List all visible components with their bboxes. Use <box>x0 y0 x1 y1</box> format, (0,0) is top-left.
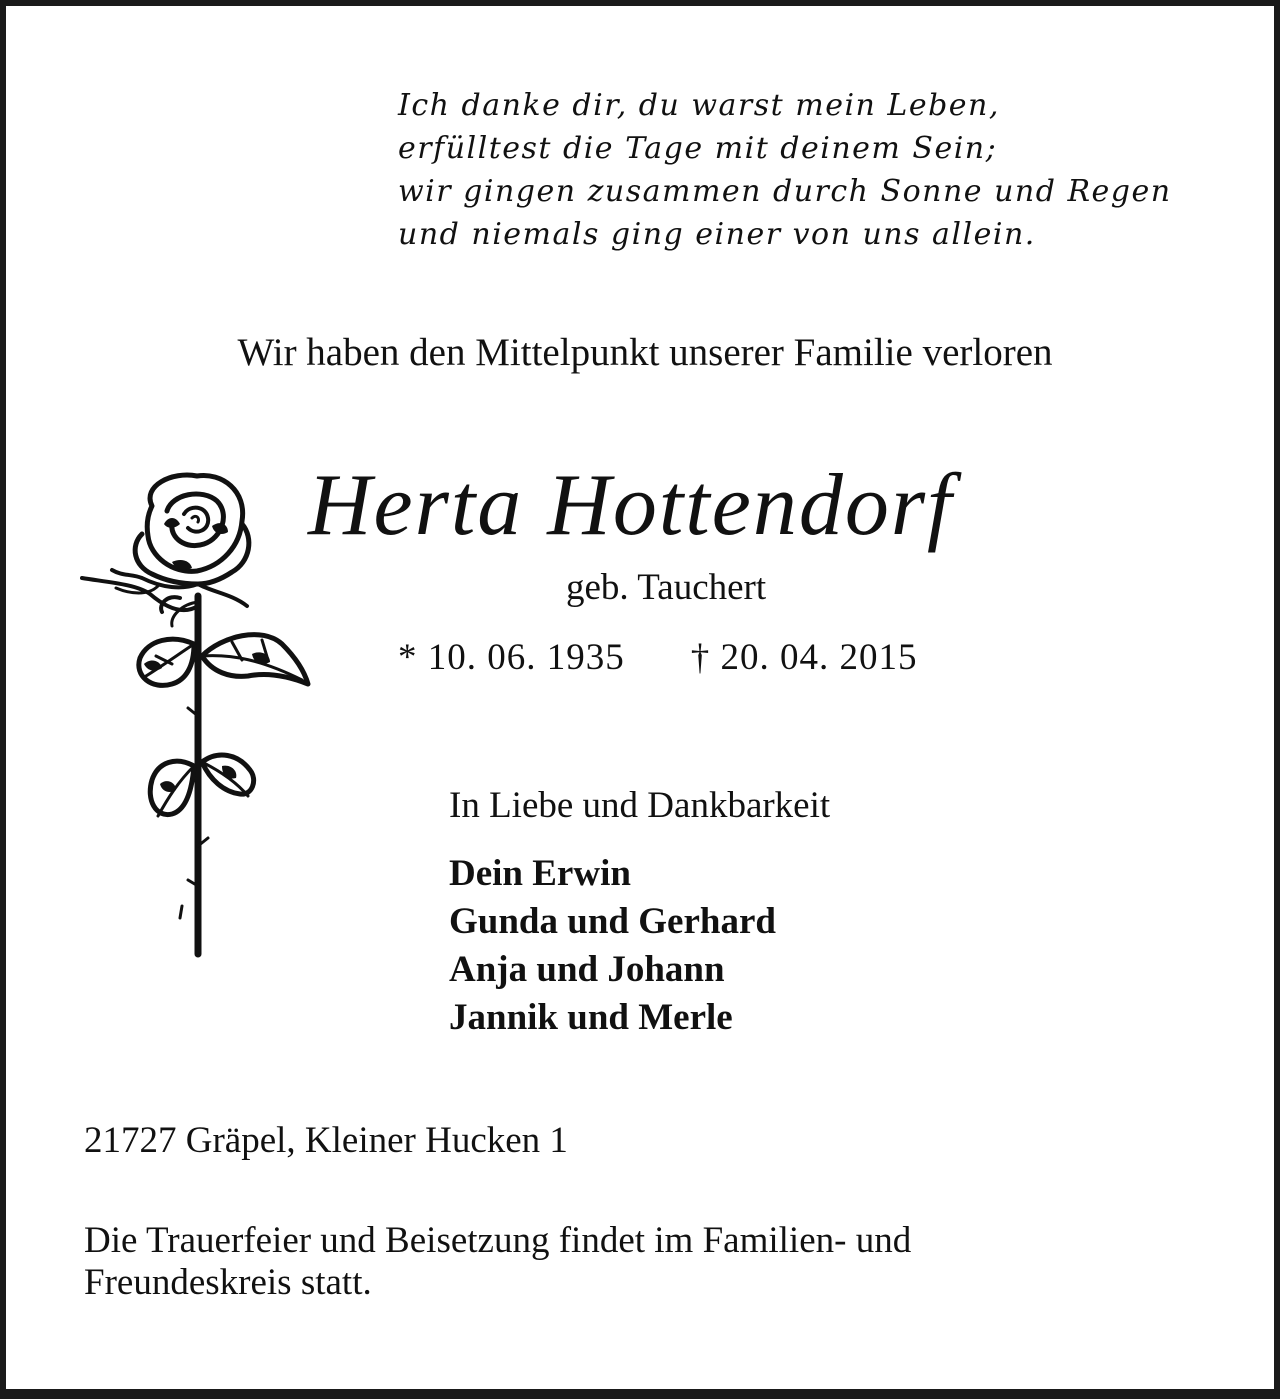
poem-line: und niemals ging einer von uns allein. <box>398 217 1036 252</box>
poem-line: Ich danke dir, du warst mein Leben, <box>398 88 1000 123</box>
notice-line: Die Trauerfeier und Beisetzung findet im Familien- und <box>84 1220 912 1261</box>
birth-date: * 10. 06. 1935 <box>398 637 625 678</box>
notice-line: Freundeskreis statt. <box>84 1262 372 1303</box>
maiden-name: geb. Tauchert <box>566 567 767 608</box>
family-list <box>449 850 776 1042</box>
life-dates <box>398 636 918 679</box>
family-member: Gunda und Gerhard <box>449 901 776 942</box>
poem-line: erfülltest die Tage mit deinem Sein; <box>398 131 998 166</box>
headline: Wir haben den Mittelpunkt unserer Familie verloren <box>237 331 1053 374</box>
address: 21727 Gräpel, Kleiner Hucken 1 <box>84 1120 568 1161</box>
deceased-name: Herta Hottendorf <box>308 457 954 554</box>
closing-phrase: In Liebe und Dankbarkeit <box>449 785 831 826</box>
funeral-notice <box>84 1220 1234 1304</box>
rose-icon <box>72 466 312 958</box>
poem-line: wir gingen zusammen durch Sonne und Regen <box>398 174 1172 209</box>
death-date: † 20. 04. 2015 <box>690 637 918 678</box>
family-member: Jannik und Merle <box>449 997 733 1038</box>
family-member: Anja und Johann <box>449 949 725 990</box>
poem <box>398 84 1172 256</box>
family-member: Dein Erwin <box>449 853 631 894</box>
